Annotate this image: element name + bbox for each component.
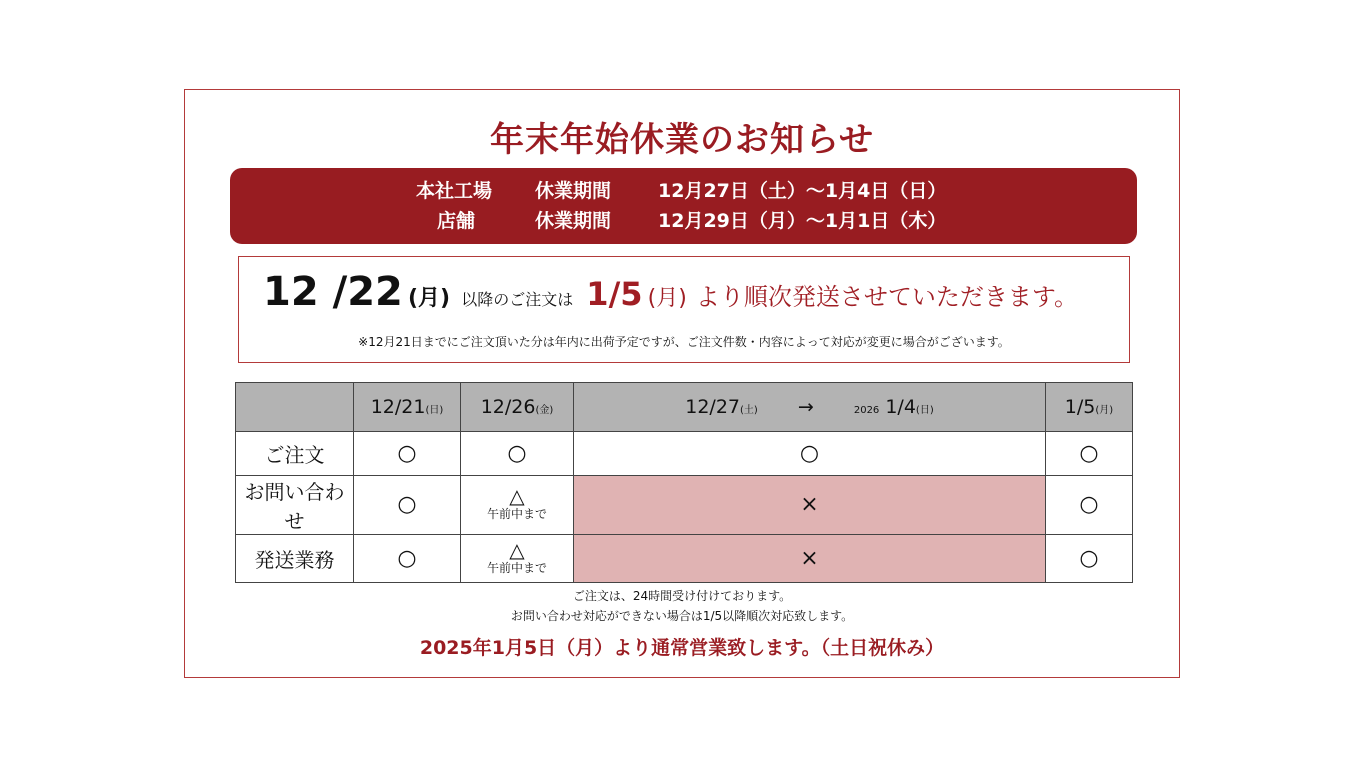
page-title: 年末年始休業のお知らせ [490, 120, 874, 160]
header-blank [236, 383, 354, 432]
footer-inquiry-note: お問い合わせ対応ができない場合は1/5以降順次対応致します。 [510, 609, 854, 623]
status-partial-note: 午前中まで [486, 560, 547, 575]
status-available-icon: ○ [354, 432, 461, 476]
footer-order-note: ご注文は、24時間受け付けております。 [572, 589, 792, 603]
status-partial-icon: △ [509, 537, 525, 562]
status-partial-cell [461, 476, 574, 535]
banner-line-store [230, 208, 1137, 234]
status-available-icon: ○ [461, 432, 574, 476]
header-1226: 12/26(金) [461, 383, 574, 432]
status-available-icon: ○ [1046, 432, 1133, 476]
store-kind: 休業期間 [535, 210, 612, 232]
status-available-icon: ○ [1046, 476, 1133, 535]
ship-day: (月) [647, 286, 687, 311]
row-label-order: ご注文 [236, 432, 354, 476]
status-available-icon: ○ [354, 476, 461, 535]
header-closure-range: 12/27(土) → 2026 1/4(日) [574, 383, 1046, 432]
table-row [236, 432, 1133, 476]
notice-frame [184, 89, 1180, 678]
cutoff-date: 12 /22 [263, 269, 403, 315]
row-label-inquiry: お問い合わせ [236, 476, 354, 535]
status-available-icon: ○ [574, 432, 1046, 476]
schedule-table [235, 382, 1133, 583]
status-available-icon: ○ [354, 535, 461, 583]
header-1221: 12/21(日) [354, 383, 461, 432]
status-partial-icon: △ [509, 484, 525, 508]
status-partial-cell [461, 535, 574, 583]
store-period: 12月29日（月）～1月1日（木） [658, 210, 947, 232]
ship-text: より順次発送させていただきます。 [695, 283, 1078, 311]
store-label: 店舗 [437, 210, 476, 232]
status-closed-icon: × [574, 535, 1046, 583]
shipping-notice [238, 256, 1130, 363]
closure-banner [230, 168, 1137, 244]
cutoff-day: (月) [407, 286, 451, 311]
banner-line-factory [230, 178, 1137, 204]
factory-period: 12月27日（土）～1月4日（日） [658, 180, 947, 202]
table-row [236, 535, 1133, 583]
status-available-icon: ○ [1046, 535, 1133, 583]
footer-resume-note: 2025年1月5日（月）より通常営業致します。（土日祝休み） [419, 637, 945, 659]
shipping-headline [263, 269, 1078, 321]
arrow-icon: → [797, 396, 814, 418]
status-closed-icon: × [574, 476, 1046, 535]
factory-label: 本社工場 [416, 180, 493, 202]
header-0105: 1/5(月) [1046, 383, 1133, 432]
factory-kind: 休業期間 [535, 180, 612, 202]
ship-date: 1/5 [586, 275, 643, 313]
row-label-shipping: 発送業務 [236, 535, 354, 583]
shipping-note: ※12月21日までにご注文頂いた分は年内に出荷予定ですが、ご注文件数・内容によって対応が変更に場合がございます。 [358, 335, 1010, 349]
cutoff-text: 以降のご注文は [461, 290, 574, 309]
table-header-row [236, 383, 1133, 432]
table-row [236, 476, 1133, 535]
status-partial-note: 午前中まで [486, 507, 547, 521]
